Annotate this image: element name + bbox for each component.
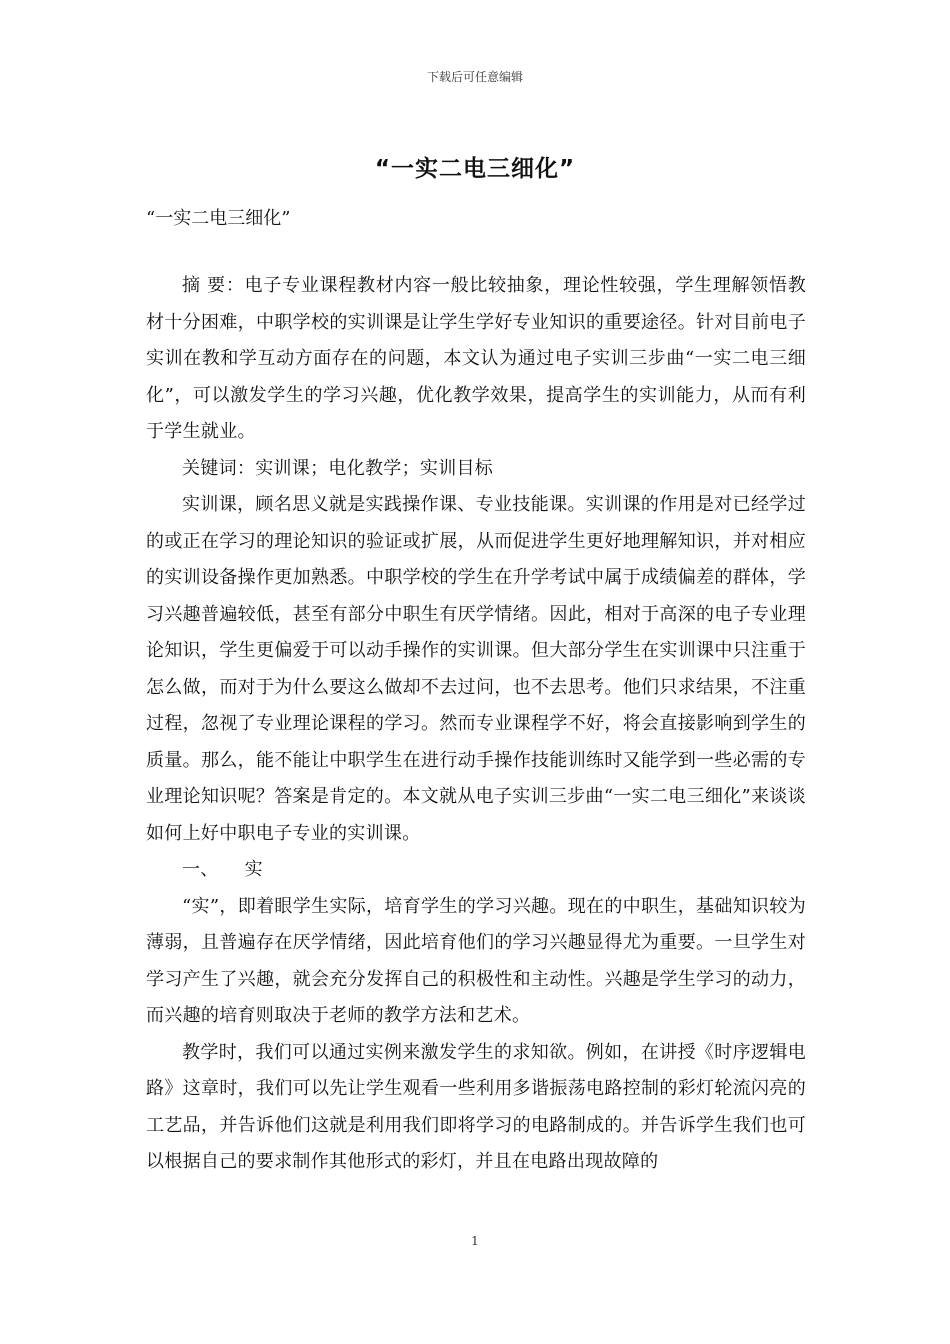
abstract-paragraph: 摘 要：电子专业课程教材内容一般比较抽象，理论性较强，学生理解领悟教材十分困难，中职学校的实训课是让学生学好专业知识的重要途径。针对目前电子实训在教和学互动方面存在的问题，本文认为通过电子实训三步曲“一实二电三细化”，可以激发学生的学习兴趣，优化教学效果，提高学生的实训能力，从而有利于学生就业。 xyxy=(146,275,806,442)
document-body xyxy=(146,268,806,1181)
section-paragraph: 教学时，我们可以通过实例来激发学生的求知欲。例如，在讲授《时序逻辑电路》这章时，我们可以先让学生观看一些利用多谐振荡电路控制的彩灯轮流闪亮的工艺品，并告诉他们这就是利用我们即将学习的电路制成的。并告诉学生我们也可以根据自己的要求制作其他形式的彩灯，并且在电路出现故障的 xyxy=(146,1041,806,1172)
section-heading xyxy=(146,852,806,889)
section-paragraph: “实”，即着眼学生实际，培育学生的学习兴趣。现在的中职生，基础知识较为薄弱，且普遍存在厌学情绪，因此培育他们的学习兴趣显得尤为重要。一旦学生对学习产生了兴趣，就会充分发挥自己的积极性和主动性。兴趣是学生学习的动力，而兴趣的培育则取决于老师的教学方法和艺术。 xyxy=(146,895,806,1026)
page-number: 1 xyxy=(471,1234,479,1248)
keywords-paragraph: 关键词：实训课；电化教学；实训目标 xyxy=(182,457,494,479)
intro-paragraph: 实训课，顾名思义就是实践操作课、专业技能课。实训课的作用是对已经学过的或正在学习的理论知识的验证或扩展，从而促进学生更好地理解知识，并对相应的实训设备操作更加熟悉。中职学校的学生在升学考试中属于成绩偏差的群体，学习兴趣普遍较低，甚至有部分中职生有厌学情绪。因此，相对于高深的电子专业理论知识，学生更偏爱于可以动手操作的实训课。但大部分学生在实训课中只注重于怎么做，而对于为什么要这么做却不去过问，也不去思考。他们只求结果，不注重过程，忽视了专业理论课程的学习。然而专业课程学不好，将会直接影响到学生的质量。那么，能不能让中职学生在进行动手操作技能训练时又能学到一些必需的专业理论知识呢？答案是肯定的。本文就从电子实训三步曲“一实二电三细化”来谈谈如何上好中职电子专业的实训课。 xyxy=(146,494,806,844)
subtitle: “一实二电三细化” xyxy=(146,208,291,229)
page-title: “一实二电三细化” xyxy=(374,156,576,182)
header-note: 下载后可任意编辑 xyxy=(426,70,523,84)
section-number: 一、 xyxy=(182,859,219,880)
section-title: 实 xyxy=(244,859,263,880)
